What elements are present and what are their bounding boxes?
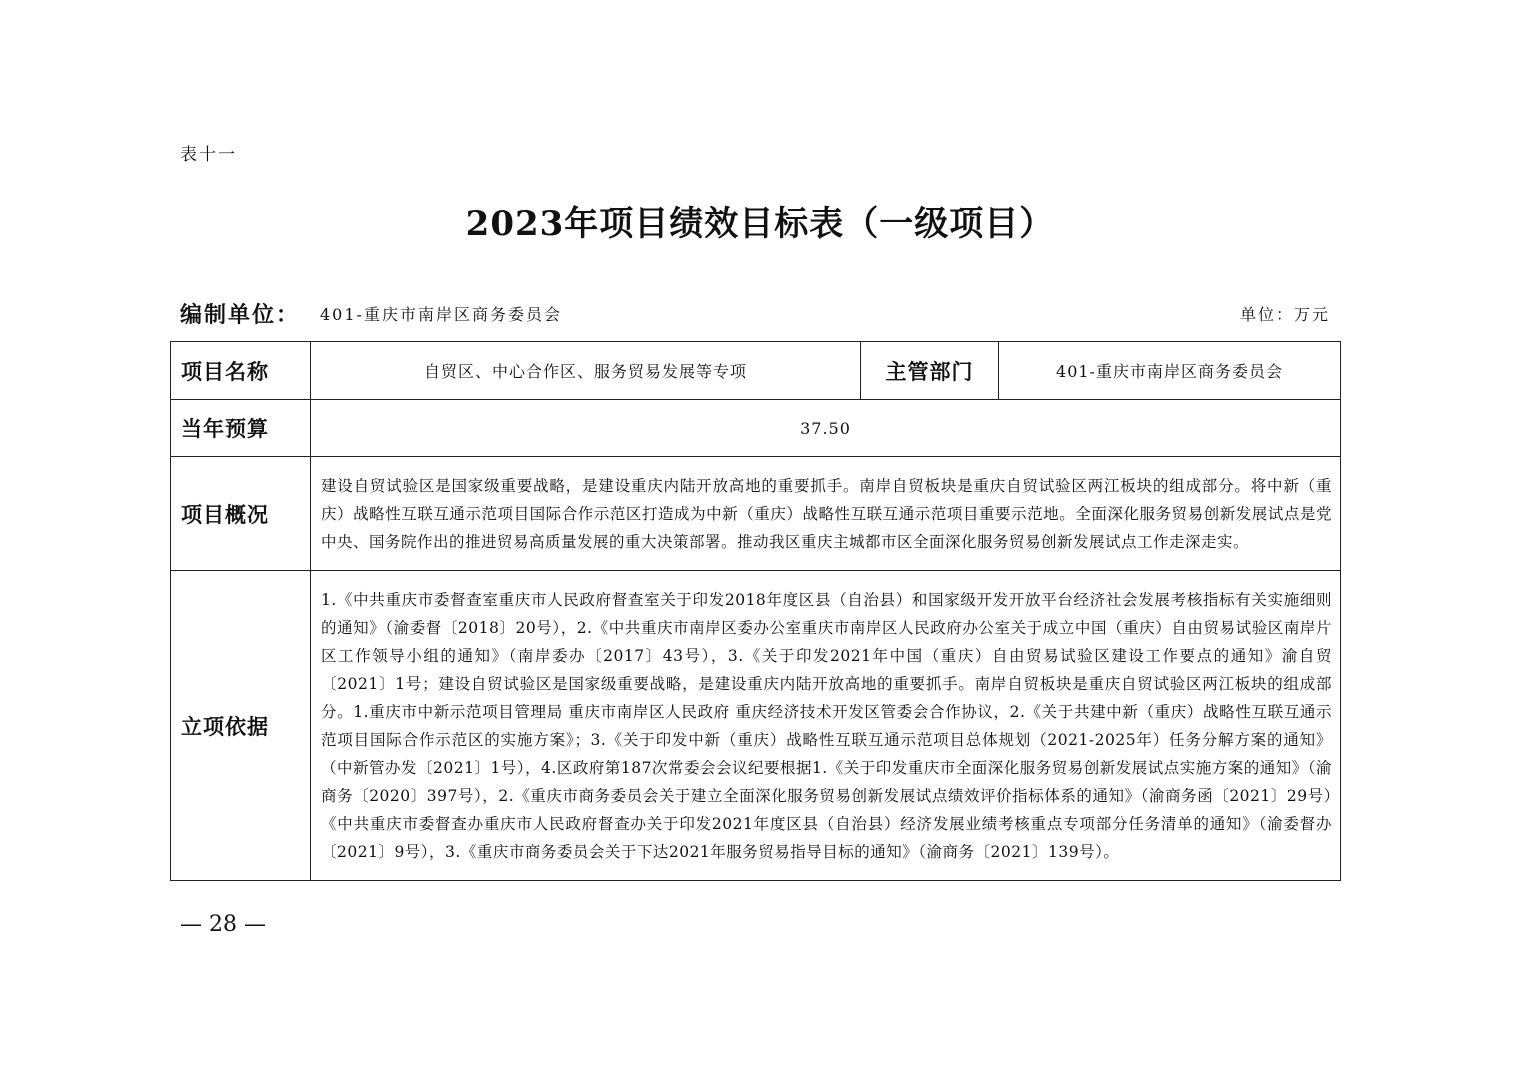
table-row (171, 342, 1341, 400)
table-row (171, 400, 1341, 457)
basis-text: 1.《中共重庆市委督查室重庆市人民政府督查室关于印发2018年度区县（自治县）和国家级开发开放平台经济社会发展考核指标有关实施细则的通知》（渝委督〔2018〕20号），2.《中共重庆市南岸区委办公室重庆市南岸区人民政府办公室关于成立中国（重庆）自由贸易试验区南岸片区工作领导小组的通知》（南岸委办〔2017〕43号），3.《关于印发2021年中国（重庆）自由贸易试验区建设工作要点的通知》渝自贸〔2021〕1号；建设自贸试验区是国家级重要战略，是建设重庆内陆开放高地的重要抓手。南岸自贸板块是重庆自贸试验区两江板块的组成部分。1.重庆市中新示范项目管理局 重庆市南岸区人民政府 重庆经济技术开发区管委会合作协议，2.《关于共建中新（重庆）战略性互联互通示范项目国际合作示范区的实施方案》；3.《关于印发中新（重庆）战略性互联互通示范项目总体规划（2021-2025年）任务分解方案的通知》（中新管办发〔2021〕1号），4.区政府第187次常委会会议纪要根据1.《关于印发重庆市全面深化服务贸易创新发展试点实施方案的通知》（渝商务〔2020〕397号），2.《重庆市商务委员会关于建立全面深化服务贸易创新发展试点绩效评价指标体系的通知》（渝商务函〔2021〕29号）《中共重庆市委督查办重庆市人民政府督查办关于印发2021年度区县（自治县）经济发展业绩考核重点专项部分任务清单的通知》（渝委督办〔2021〕9号），3.《重庆市商务委员会关于下达2021年服务贸易指导目标的通知》（渝商务〔2021〕139号）。 (311, 571, 1341, 881)
dept-label: 主管部门 (861, 342, 999, 400)
dept-value: 401-重庆市南岸区商务委员会 (999, 342, 1341, 400)
budget-label: 当年预算 (171, 400, 311, 457)
meta-row (180, 298, 1330, 328)
overview-label: 项目概况 (171, 457, 311, 571)
page-title: 2023年项目绩效目标表（一级项目） (465, 204, 1055, 244)
project-name-label: 项目名称 (171, 342, 311, 400)
org-label: 编制单位： (180, 303, 301, 328)
org-value: 401-重庆市南岸区商务委员会 (320, 305, 562, 324)
overview-text: 建设自贸试验区是国家级重要战略，是建设重庆内陆开放高地的重要抓手。南岸自贸板块是重庆自贸试验区两江板块的组成部分。将中新（重庆）战略性互联互通示范项目国际合作示范区打造成为中新（重庆）战略性互联互通示范项目重要示范地。全面深化服务贸易创新发展试点是党中央、国务院作出的推进贸易高质量发展的重大决策部署。推动我区重庆主城都市区全面深化服务贸易创新发展试点工作走深走实。 (311, 457, 1341, 571)
table-row (171, 457, 1341, 571)
performance-table (170, 341, 1341, 881)
basis-label: 立项依据 (171, 571, 311, 881)
budget-value: 37.50 (311, 400, 1341, 457)
project-name-value: 自贸区、中心合作区、服务贸易发展等专项 (311, 342, 861, 400)
page-number: — 28 — (180, 912, 266, 937)
unit-label: 单位：万元 (1239, 305, 1330, 324)
sheet-label: 表十一 (180, 145, 237, 165)
table-row (171, 571, 1341, 881)
